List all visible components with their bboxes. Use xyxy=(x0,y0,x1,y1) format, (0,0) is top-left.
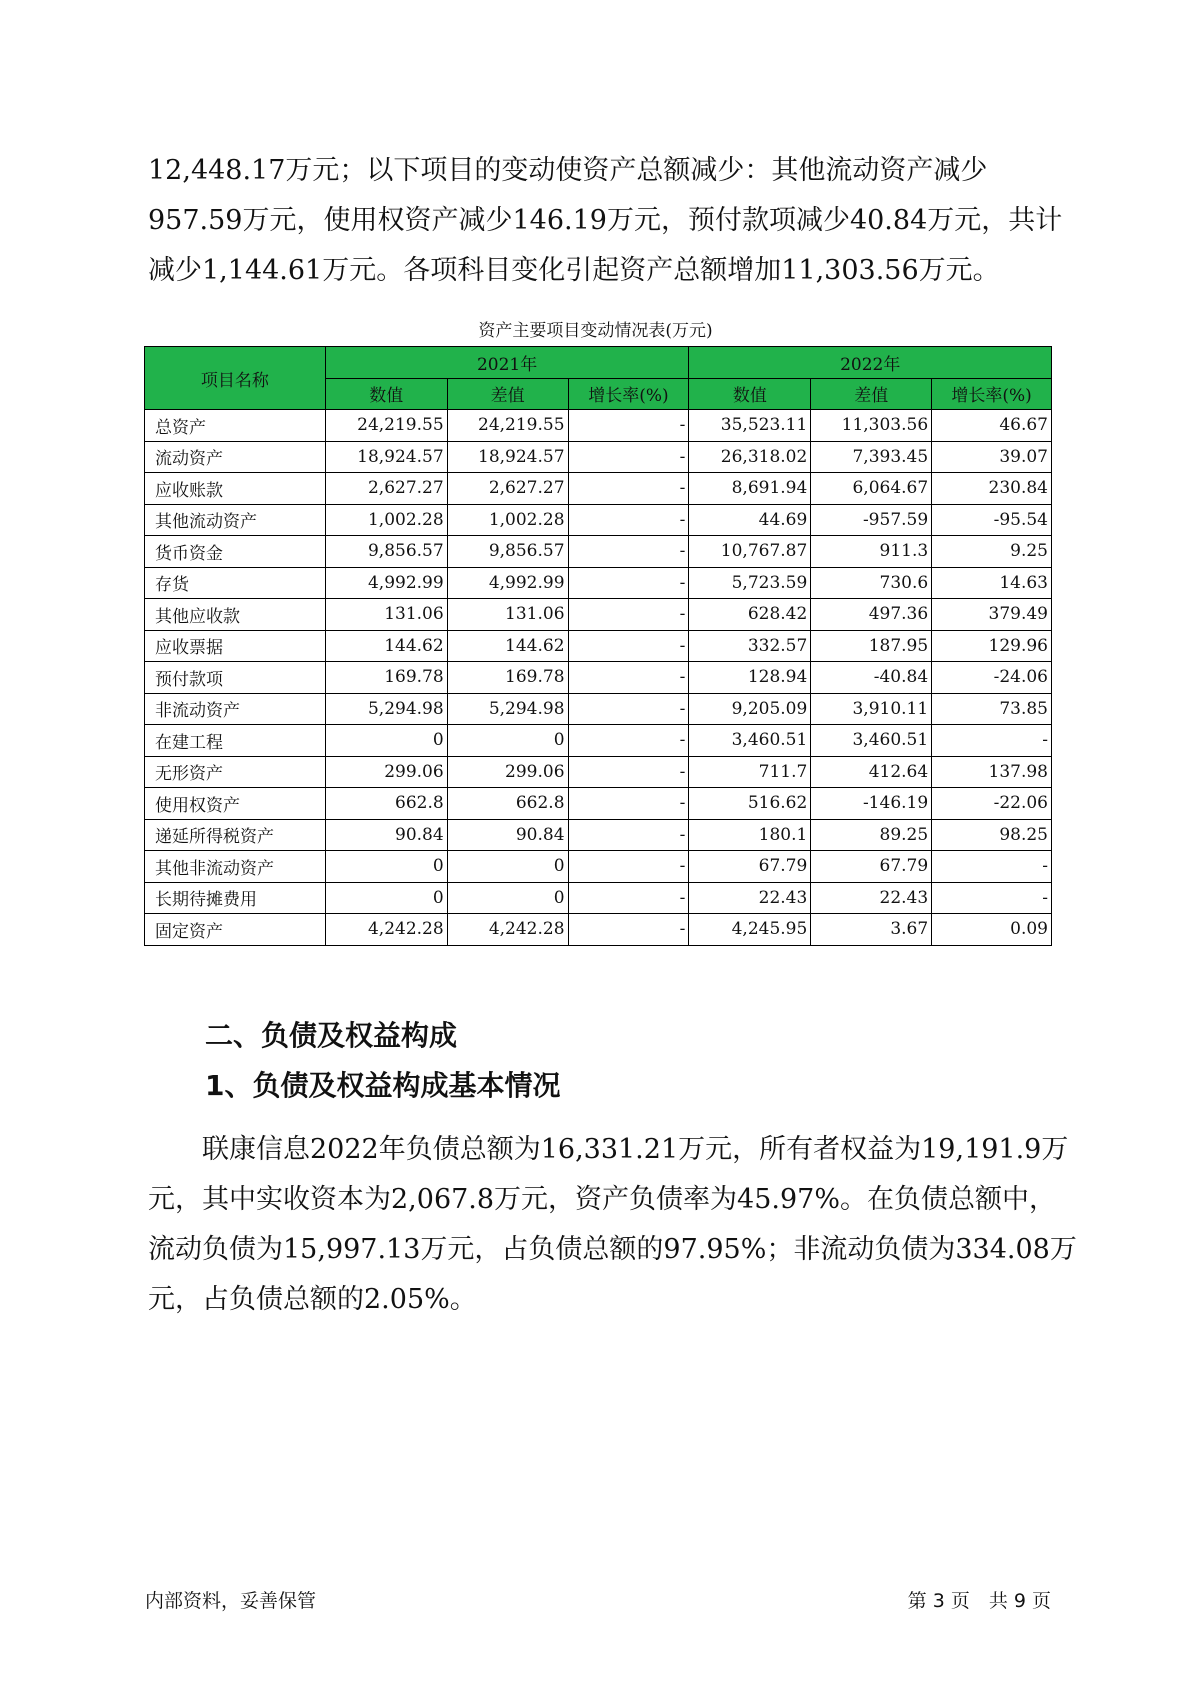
table-row xyxy=(145,599,1052,631)
cell-diff-2022: 497.36 xyxy=(811,599,932,631)
cell-value-2022: 128.94 xyxy=(689,662,811,694)
cell-diff-2022: -40.84 xyxy=(811,662,932,694)
cell-value-2022: 10,767.87 xyxy=(689,536,811,568)
cell-growth-2022: - xyxy=(932,851,1052,883)
cell-diff-2021: 2,627.27 xyxy=(447,473,568,505)
paragraph-line: 流动负债为15,997.13万元，占负债总额的97.95%；非流动负债为334.08万 xyxy=(148,1234,1077,1265)
cell-growth-2021: - xyxy=(568,536,689,568)
paragraph-line: 联康信息2022年负债总额为16,331.21万元，所有者权益为19,191.9万 xyxy=(202,1134,1069,1165)
cell-value-2021: 0 xyxy=(325,851,447,883)
cell-diff-2021: 0 xyxy=(447,882,568,914)
cell-growth-2021: - xyxy=(568,662,689,694)
cell-growth-2022: - xyxy=(932,882,1052,914)
cell-diff-2022: 3,910.11 xyxy=(811,693,932,725)
cell-diff-2021: 4,992.99 xyxy=(447,567,568,599)
cell-diff-2021: 9,856.57 xyxy=(447,536,568,568)
cell-diff-2021: 4,242.28 xyxy=(447,914,568,946)
header-diff-2022: 差值 xyxy=(811,378,932,410)
table-row xyxy=(145,725,1052,757)
cell-value-2022: 8,691.94 xyxy=(689,473,811,505)
cell-item-name: 存货 xyxy=(145,567,326,599)
table-caption: 资产主要项目变动情况表(万元) xyxy=(478,321,713,341)
cell-diff-2022: 7,393.45 xyxy=(811,441,932,473)
cell-diff-2021: 131.06 xyxy=(447,599,568,631)
cell-value-2021: 4,242.28 xyxy=(325,914,447,946)
cell-growth-2021: - xyxy=(568,599,689,631)
section-heading: 二、负债及权益构成 xyxy=(205,1019,458,1052)
cell-value-2021: 24,219.55 xyxy=(325,410,447,442)
cell-value-2022: 516.62 xyxy=(689,788,811,820)
cell-diff-2022: 3.67 xyxy=(811,914,932,946)
cell-growth-2022: 129.96 xyxy=(932,630,1052,662)
cell-value-2022: 44.69 xyxy=(689,504,811,536)
cell-value-2021: 1,002.28 xyxy=(325,504,447,536)
footer-page-number: 第 3 页 共 9 页 xyxy=(907,1590,1051,1612)
table-row xyxy=(145,819,1052,851)
cell-diff-2022: 3,460.51 xyxy=(811,725,932,757)
cell-item-name: 应收账款 xyxy=(145,473,326,505)
cell-growth-2022: -24.06 xyxy=(932,662,1052,694)
cell-item-name: 长期待摊费用 xyxy=(145,882,326,914)
cell-value-2022: 35,523.11 xyxy=(689,410,811,442)
cell-value-2021: 144.62 xyxy=(325,630,447,662)
cell-growth-2021: - xyxy=(568,567,689,599)
cell-growth-2022: 98.25 xyxy=(932,819,1052,851)
cell-value-2022: 4,245.95 xyxy=(689,914,811,946)
cell-diff-2022: -957.59 xyxy=(811,504,932,536)
header-year-2022: 2022年 xyxy=(689,347,1052,379)
paragraph-line: 减少1,144.61万元。各项科目变化引起资产总额增加11,303.56万元。 xyxy=(148,255,1000,286)
cell-diff-2021: 1,002.28 xyxy=(447,504,568,536)
cell-item-name: 流动资产 xyxy=(145,441,326,473)
cell-growth-2022: 230.84 xyxy=(932,473,1052,505)
cell-diff-2021: 5,294.98 xyxy=(447,693,568,725)
cell-value-2022: 26,318.02 xyxy=(689,441,811,473)
table-row xyxy=(145,914,1052,946)
cell-value-2021: 662.8 xyxy=(325,788,447,820)
header-year-2021: 2021年 xyxy=(325,347,689,379)
cell-diff-2022: 187.95 xyxy=(811,630,932,662)
footer-confidential-note: 内部资料，妥善保管 xyxy=(145,1590,317,1612)
cell-item-name: 预付款项 xyxy=(145,662,326,694)
table-row xyxy=(145,851,1052,883)
cell-growth-2022: 9.25 xyxy=(932,536,1052,568)
table-row xyxy=(145,567,1052,599)
cell-item-name: 使用权资产 xyxy=(145,788,326,820)
table-row xyxy=(145,662,1052,694)
cell-value-2021: 9,856.57 xyxy=(325,536,447,568)
paragraph-assets-summary xyxy=(148,146,1063,296)
header-diff-2021: 差值 xyxy=(447,378,568,410)
cell-item-name: 应收票据 xyxy=(145,630,326,662)
cell-value-2022: 332.57 xyxy=(689,630,811,662)
cell-diff-2022: 22.43 xyxy=(811,882,932,914)
table-row xyxy=(145,536,1052,568)
header-growth-2022: 增长率(%) xyxy=(932,378,1052,410)
cell-item-name: 非流动资产 xyxy=(145,693,326,725)
table-row xyxy=(145,504,1052,536)
cell-diff-2022: 67.79 xyxy=(811,851,932,883)
cell-growth-2022: -22.06 xyxy=(932,788,1052,820)
cell-growth-2021: - xyxy=(568,410,689,442)
paragraph-line: 957.59万元，使用权资产减少146.19万元，预付款项减少40.84万元，共计 xyxy=(148,205,1063,236)
cell-value-2021: 0 xyxy=(325,882,447,914)
cell-item-name: 总资产 xyxy=(145,410,326,442)
cell-growth-2021: - xyxy=(568,693,689,725)
cell-growth-2022: 39.07 xyxy=(932,441,1052,473)
cell-value-2022: 22.43 xyxy=(689,882,811,914)
cell-item-name: 货币资金 xyxy=(145,536,326,568)
paragraph-line: 元，其中实收资本为2,067.8万元，资产负债率为45.97%。在负债总额中， xyxy=(148,1184,1057,1215)
cell-value-2021: 2,627.27 xyxy=(325,473,447,505)
cell-growth-2021: - xyxy=(568,441,689,473)
cell-value-2021: 90.84 xyxy=(325,819,447,851)
header-item-name: 项目名称 xyxy=(145,347,326,410)
cell-value-2021: 299.06 xyxy=(325,756,447,788)
cell-growth-2021: - xyxy=(568,882,689,914)
header-value-2022: 数值 xyxy=(689,378,811,410)
cell-value-2021: 18,924.57 xyxy=(325,441,447,473)
table-row xyxy=(145,693,1052,725)
cell-diff-2022: 730.6 xyxy=(811,567,932,599)
cell-growth-2021: - xyxy=(568,504,689,536)
subsection-heading: 1、负债及权益构成基本情况 xyxy=(205,1069,561,1102)
table-body xyxy=(145,410,1052,946)
cell-value-2021: 4,992.99 xyxy=(325,567,447,599)
cell-diff-2022: 89.25 xyxy=(811,819,932,851)
cell-growth-2022: 46.67 xyxy=(932,410,1052,442)
cell-value-2022: 711.7 xyxy=(689,756,811,788)
cell-diff-2021: 662.8 xyxy=(447,788,568,820)
cell-diff-2022: 911.3 xyxy=(811,536,932,568)
cell-item-name: 其他非流动资产 xyxy=(145,851,326,883)
table-row xyxy=(145,882,1052,914)
cell-growth-2022: 0.09 xyxy=(932,914,1052,946)
cell-growth-2021: - xyxy=(568,914,689,946)
cell-growth-2021: - xyxy=(568,473,689,505)
cell-item-name: 递延所得税资产 xyxy=(145,819,326,851)
cell-growth-2021: - xyxy=(568,788,689,820)
paragraph-line: 元，占负债总额的2.05%。 xyxy=(148,1284,477,1315)
cell-growth-2021: - xyxy=(568,819,689,851)
cell-diff-2021: 0 xyxy=(447,851,568,883)
cell-diff-2021: 169.78 xyxy=(447,662,568,694)
cell-diff-2022: -146.19 xyxy=(811,788,932,820)
table-row xyxy=(145,473,1052,505)
header-growth-2021: 增长率(%) xyxy=(568,378,689,410)
cell-growth-2021: - xyxy=(568,756,689,788)
cell-value-2022: 3,460.51 xyxy=(689,725,811,757)
cell-growth-2021: - xyxy=(568,851,689,883)
cell-diff-2021: 144.62 xyxy=(447,630,568,662)
cell-item-name: 在建工程 xyxy=(145,725,326,757)
cell-item-name: 固定资产 xyxy=(145,914,326,946)
cell-value-2022: 628.42 xyxy=(689,599,811,631)
cell-diff-2021: 0 xyxy=(447,725,568,757)
cell-value-2021: 169.78 xyxy=(325,662,447,694)
cell-value-2021: 5,294.98 xyxy=(325,693,447,725)
cell-growth-2022: 379.49 xyxy=(932,599,1052,631)
cell-diff-2021: 90.84 xyxy=(447,819,568,851)
cell-growth-2022: 137.98 xyxy=(932,756,1052,788)
cell-value-2022: 9,205.09 xyxy=(689,693,811,725)
table-row xyxy=(145,756,1052,788)
cell-growth-2022: -95.54 xyxy=(932,504,1052,536)
cell-value-2022: 180.1 xyxy=(689,819,811,851)
asset-change-table xyxy=(144,346,1052,946)
table-row xyxy=(145,410,1052,442)
cell-item-name: 其他应收款 xyxy=(145,599,326,631)
table-row xyxy=(145,788,1052,820)
cell-value-2021: 0 xyxy=(325,725,447,757)
cell-item-name: 无形资产 xyxy=(145,756,326,788)
cell-diff-2022: 6,064.67 xyxy=(811,473,932,505)
cell-growth-2022: 73.85 xyxy=(932,693,1052,725)
cell-value-2022: 67.79 xyxy=(689,851,811,883)
cell-growth-2021: - xyxy=(568,630,689,662)
paragraph-line: 12,448.17万元；以下项目的变动使资产总额减少：其他流动资产减少 xyxy=(148,155,988,186)
cell-diff-2021: 24,219.55 xyxy=(447,410,568,442)
header-value-2021: 数值 xyxy=(325,378,447,410)
cell-growth-2022: 14.63 xyxy=(932,567,1052,599)
cell-diff-2021: 299.06 xyxy=(447,756,568,788)
table-row xyxy=(145,441,1052,473)
cell-diff-2022: 11,303.56 xyxy=(811,410,932,442)
table-header-row xyxy=(145,347,1052,379)
cell-value-2022: 5,723.59 xyxy=(689,567,811,599)
table-row xyxy=(145,630,1052,662)
paragraph-liabilities-summary xyxy=(148,1125,1077,1325)
cell-growth-2021: - xyxy=(568,725,689,757)
cell-growth-2022: - xyxy=(932,725,1052,757)
cell-diff-2022: 412.64 xyxy=(811,756,932,788)
cell-item-name: 其他流动资产 xyxy=(145,504,326,536)
cell-diff-2021: 18,924.57 xyxy=(447,441,568,473)
cell-value-2021: 131.06 xyxy=(325,599,447,631)
